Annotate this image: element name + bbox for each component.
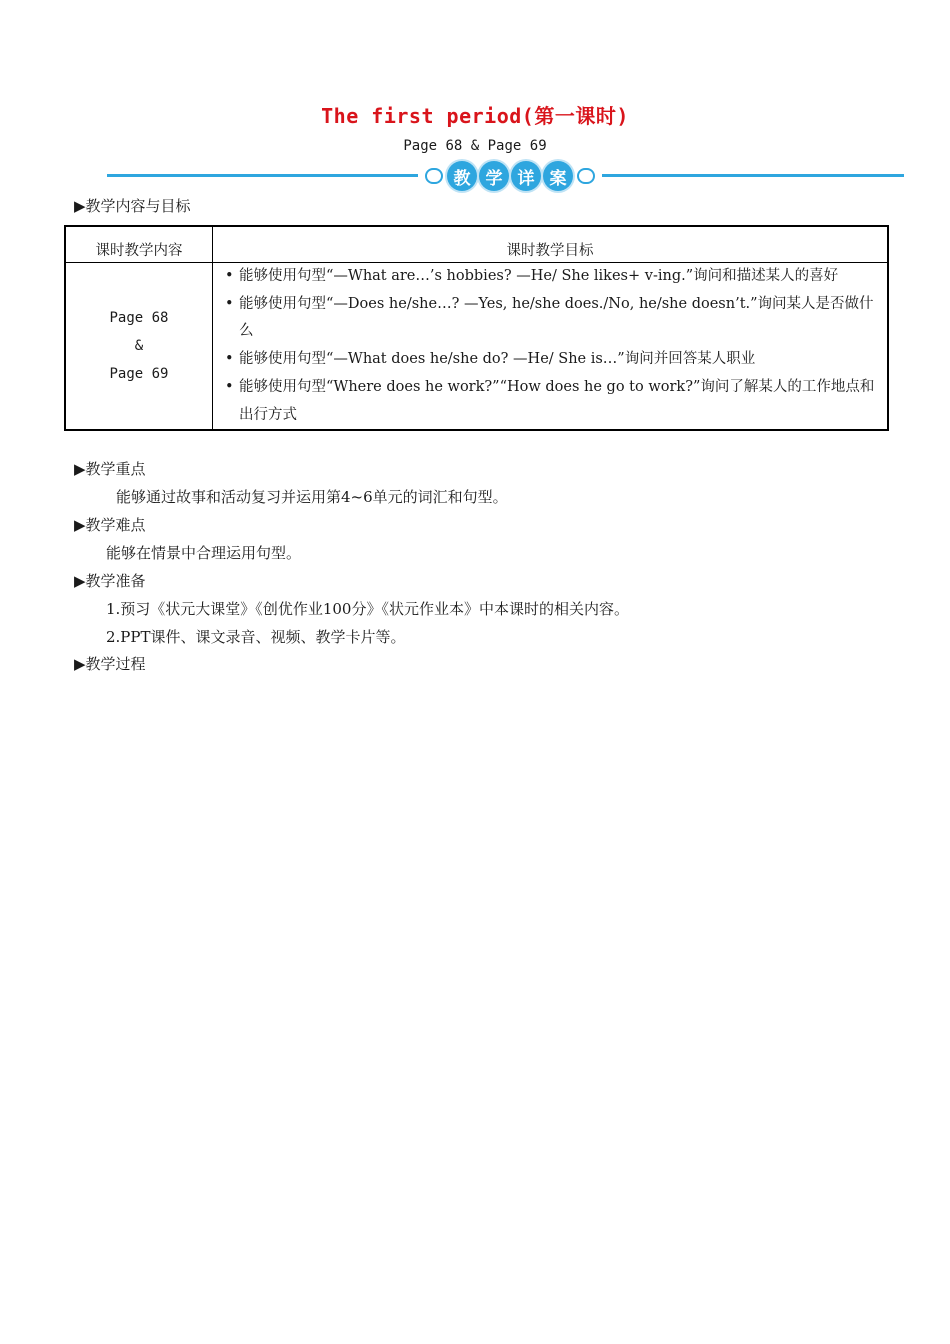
- table-header-row: [65, 226, 888, 263]
- section-key-points: ▶教学重点: [74, 460, 146, 478]
- section-preparation: ▶教学准备: [74, 572, 146, 590]
- section-content-goals: ▶教学内容与目标: [74, 197, 191, 215]
- content-line: &: [134, 338, 144, 355]
- banner-cap-left: [425, 168, 443, 184]
- content-line: Page 69: [109, 366, 169, 383]
- section-difficulties: ▶教学难点: [74, 516, 146, 534]
- table-row: [65, 263, 888, 431]
- content-line: Page 68: [109, 310, 169, 327]
- goal-item: • 能够使用句型“Where does he work?”“How does he go to work?”询问了解某人的工作地点和出行方式: [225, 374, 875, 429]
- lesson-goals-cell: [213, 263, 889, 431]
- lesson-plan-table: [64, 225, 889, 431]
- banner-char-1: 教: [447, 161, 477, 191]
- banner-char-2: 学: [479, 161, 509, 191]
- goal-item: • 能够使用句型“—What does he/she do? —He/ She is…”询问并回答某人职业: [225, 346, 875, 374]
- goal-item: • 能够使用句型“—What are…’s hobbies? —He/ She likes+ v-ing.”询问和描述某人的喜好: [225, 263, 875, 291]
- header-content: 课时教学内容: [65, 226, 213, 263]
- preparation-item: 2.PPT课件、课文录音、视频、教学卡片等。: [106, 628, 406, 646]
- preparation-item: 1.预习《状元大课堂》《创优作业100分》《状元作业本》中本课时的相关内容。: [106, 600, 629, 618]
- banner: [418, 159, 602, 193]
- page-title: The first period(第一课时): [321, 104, 629, 128]
- key-points-text: 能够通过故事和活动复习并运用第4~6单元的词汇和句型。: [116, 488, 508, 506]
- header-goals: 课时教学目标: [213, 226, 889, 263]
- difficulties-text: 能够在情景中合理运用句型。: [106, 544, 302, 562]
- banner-cap-right: [577, 168, 595, 184]
- goal-item: • 能够使用句型“—Does he/she…? —Yes, he/she does./No, he/she doesn’t.”询问某人是否做什么: [225, 291, 875, 346]
- lesson-content-cell: [65, 263, 213, 431]
- section-process: ▶教学过程: [74, 655, 146, 673]
- banner-char-4: 案: [543, 161, 573, 191]
- page-subtitle: Page 68 & Page 69: [403, 138, 547, 154]
- banner-char-3: 详: [511, 161, 541, 191]
